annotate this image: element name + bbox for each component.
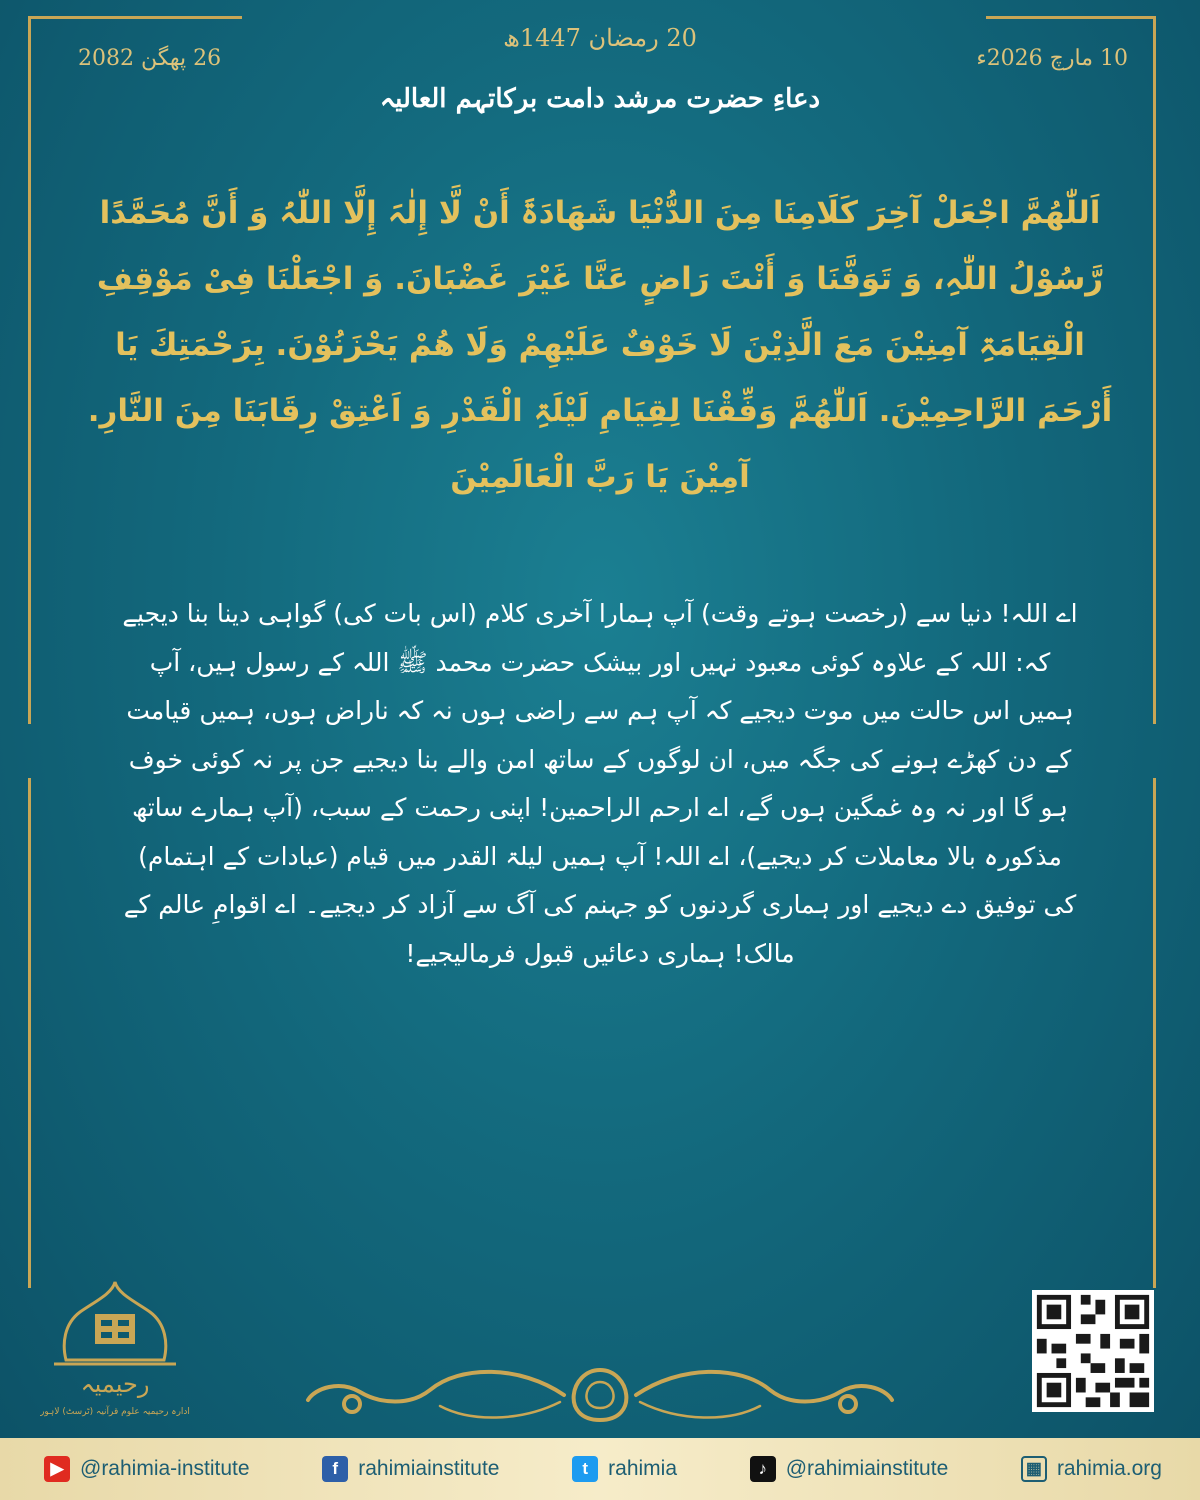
facebook-handle: rahimiainstitute [358,1457,500,1480]
frame-top-left [28,16,242,19]
logo-text: رحیمیہ [80,1370,150,1398]
page-title: دعاءِ حضرت مرشد دامت برکاتہم العالیہ [379,84,821,114]
tiktok-link[interactable] [750,1456,949,1482]
urdu-translation-text: اے اللہ! دنیا سے (رخصت ہوتے وقت) آپ ہمارا آخری کلام (اس بات کی) گواہی دینا بنا دیجیے کہ: اللہ کے علاوہ کوئی معبود نہیں اور بیشک حضرت محمد ﷺ اللہ کے رسول ہیں، آپ ہمیں اس حالت میں موت دیجیے کہ آپ ہم سے راضی ہوں نہ کہ ناراض ہوں، ہمیں قیامت کے دن کھڑے ہونے کی جگہ میں، ان لوگوں کے ساتھ امن والے بنا دیجیے جن پر نہ کوئی خوف ہو گا اور نہ وہ غمگین ہوں گے، اے ارحم الراحمین! اپنی رحمت کے سبب، (آپ ہمارے ساتھ مذکورہ بالا معاملات کر دیجیے)، اے اللہ! آپ ہمیں لیلۃ القدر میں قیام (عبادات کے اہتمام) کی توفیق دے دیجیے اور ہماری گردنوں کو جہنم کی آگ سے آزاد کر دیجیے۔ اے اقوامِ عالم کے مالک! ہماری دعائیں قبول فرمالیجیے! [122,599,1078,968]
gregorian-date: 10 مارچ 2026ء [976,46,1128,71]
twitter-handle: rahimia [608,1457,678,1480]
youtube-link[interactable] [44,1456,250,1482]
qr-code-icon[interactable] [1032,1290,1154,1412]
tiktok-icon: ♪ [750,1456,776,1482]
bikrami-date: 26 پھگن 2082 [78,46,222,71]
website-url: rahimia.org [1056,1457,1162,1480]
frame-left-lower [28,778,31,1288]
logo-subtext: ادارہ رحیمیہ علوم قرآنیہ (ٹرسٹ) لاہور [40,1407,190,1417]
mosque-dome-logo-icon [40,1280,190,1440]
hijri-date: 20 رمضان 1447ھ [503,24,697,52]
frame-right-lower [1153,778,1156,1288]
footer-social-bar [0,1438,1200,1500]
tiktok-handle: @rahimiainstitute [785,1457,949,1480]
website-icon: ▦ [1021,1456,1047,1482]
website-link[interactable] [1021,1456,1162,1482]
facebook-link[interactable] [322,1456,499,1482]
youtube-handle: @rahimia-institute [80,1457,250,1480]
frame-left-upper [28,16,31,724]
youtube-icon: ▶ [44,1456,70,1482]
arabic-dua-text: اَللّٰھُمَّ اجْعَلْ آخِرَ کَلَامِنَا مِنَ الدُّنْیَا شَھَادَۃَ أَنْ لَّا إِلٰہَ إِلَّا اللّٰہُ وَ أَنَّ مُحَمَّدًا رَّسُوْلُ اللّٰہِ، وَ تَوَفَّنَا وَ أَنْتَ رَاضٍ عَنَّا غَیْرَ غَضْبَانَ. وَ اجْعَلْنَا فِیْ مَوْقِفِ الْقِیَامَۃِ آمِنِیْنَ مَعَ الَّذِیْنَ لَا خَوْفٌ عَلَیْھِمْ وَلَا ھُمْ یَحْزَنُوْنَ. بِرَحْمَتِكَ یَا أَرْحَمَ الرَّاحِمِیْنَ. اَللّٰھُمَّ وَفِّقْنَا لِقِیَامِ لَیْلَۃِ الْقَدْرِ وَ اَعْتِقْ رِقَابَنَا مِنَ النَّارِ. آمِیْنَ یَا رَبَّ الْعَالَمِیْنَ [87,195,1113,495]
ornament-divider-icon [300,1360,900,1430]
frame-top-right [986,16,1156,19]
frame-right-upper [1153,16,1156,724]
twitter-icon: t [572,1456,598,1482]
twitter-link[interactable] [572,1456,677,1482]
facebook-icon: f [322,1456,348,1482]
